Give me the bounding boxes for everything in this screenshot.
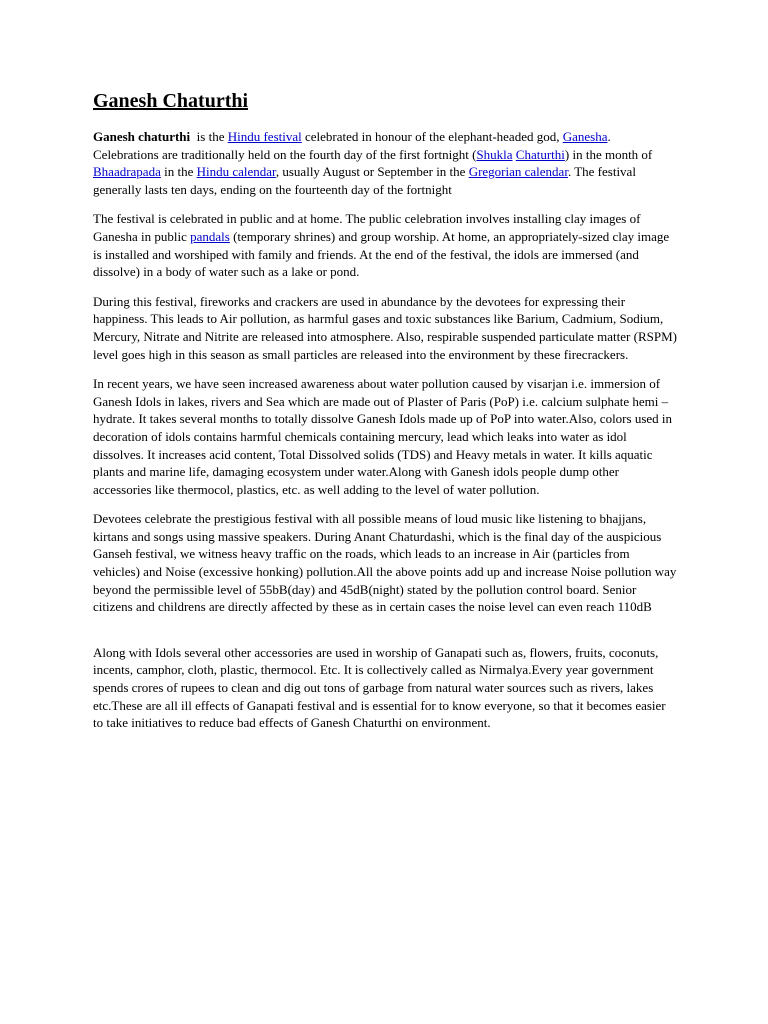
link-hindu-festival[interactable]: Hindu festival [227, 129, 302, 144]
paragraph-water-pollution: In recent years, we have seen increased awareness about water pollution caused by visarjan i.e. immersion of Ganesh Idols in lakes, rivers and Sea which are made out of Plaster of Paris (PoP) i.e. calcium sulphate hemi –hydrate. It takes several months to totally dissolve Ganesh Idols made up of PoP into water.Also, colors used in decoration of idols contains harmful chemicals containing mercury, lead which leaks into water as idol dissolves. It increases acid content, Total Dissolved solids (TDS) and Heavy metals in water. It kills aquatic plants and marine life, damaging ecosystem under water.Along with Ganesh idols people dump other accessories like thermocol, plastics, etc. as well adding to the level of water pollution. [93, 376, 673, 497]
paragraph-celebration [93, 210, 678, 280]
link-bhaadrapada[interactable]: Bhaadrapada [93, 164, 161, 180]
text-run: (temporary shrines) and group worship. At home, an appropriately-sized clay image is installed and worshiped with family and friends. At the end of the festival, the idols are immersed (and dissolve) in a body of water such as a lake or pond. [93, 228, 670, 280]
text-run: . Celebrations are traditionally held on the fourth day of the first fortnight ( [93, 129, 611, 162]
link-shukla[interactable]: Shukla [476, 146, 513, 162]
paragraph-air-pollution: During this festival, fireworks and crackers are used in abundance by the devotees for expressing their happiness. This leads to Air pollution, as harmful gases and toxic substances like Barium, Cadmium, Sodium, Mercury, Nitrate and Nitrite are released into atmosphere. Also, respirable suspended particulate matter (RSPM) level goes high in this season as small particles are released into the environment by these firecrackers. [93, 293, 677, 362]
paragraph-noise-pollution: Devotees celebrate the prestigious festival with all possible means of loud music like listening to bhajjans, kirtans and songs using massive speakers. During Anant Chaturdashi, which is the final day of the auspicious Ganseh festival, we witness heavy traffic on the roads, which leads to an increase in Air (particles from vehicles) and Noise (excessive honking) pollution.All the above points add up and increase Noise pollution way beyond the permissible level of 55bB(day) and 45dB(night) stated by the pollution control board. Senior citizens and childrens are directly affected by these as in certain cases the noise level can even reach 110dB [93, 511, 677, 615]
paragraph-intro [93, 128, 678, 198]
text-run: , usually August or September in the [275, 164, 469, 180]
text-run: in the [160, 164, 197, 180]
link-chaturthi[interactable]: Chaturthi [515, 146, 565, 162]
text-run: celebrated in honour of the elephant-headed god, [301, 129, 563, 144]
text-run: ) in the month of [564, 146, 653, 162]
text-run: The festival is celebrated in public and at home. The public celebration involves installing clay images of Ganesha in public [93, 211, 641, 244]
paragraph-accessories: Along with Idols several other accessories are used in worship of Ganapati such as, flowers, fruits, coconuts, incents, camphor, cloth, plastic, thermocol. Etc. It is collectively called as Nirmalya.Every year government spends crores of rupees to clean and dig out tons of garbage from natural water sources such as rivers, lakes etc.These are all ill effects of Ganapati festival and is essential for to know everyone, so that it becomes easier to take initiatives to reduce bad effects of Ganesh Chaturthi on environment. [93, 644, 666, 731]
link-ganesha[interactable]: Ganesha [562, 129, 608, 144]
link-hindu-calendar[interactable]: Hindu calendar [196, 164, 276, 180]
link-pandals[interactable]: pandals [190, 228, 230, 244]
link-gregorian-calendar[interactable]: Gregorian calendar [468, 164, 568, 180]
text-run: . The festival generally lasts ten days, ending on the fourteenth day of the fortnight [93, 164, 636, 197]
text-run: is the [190, 129, 228, 144]
page-title: Ganesh Chaturthi [93, 90, 249, 112]
bold-term: Ganesh chaturthi [93, 129, 191, 144]
